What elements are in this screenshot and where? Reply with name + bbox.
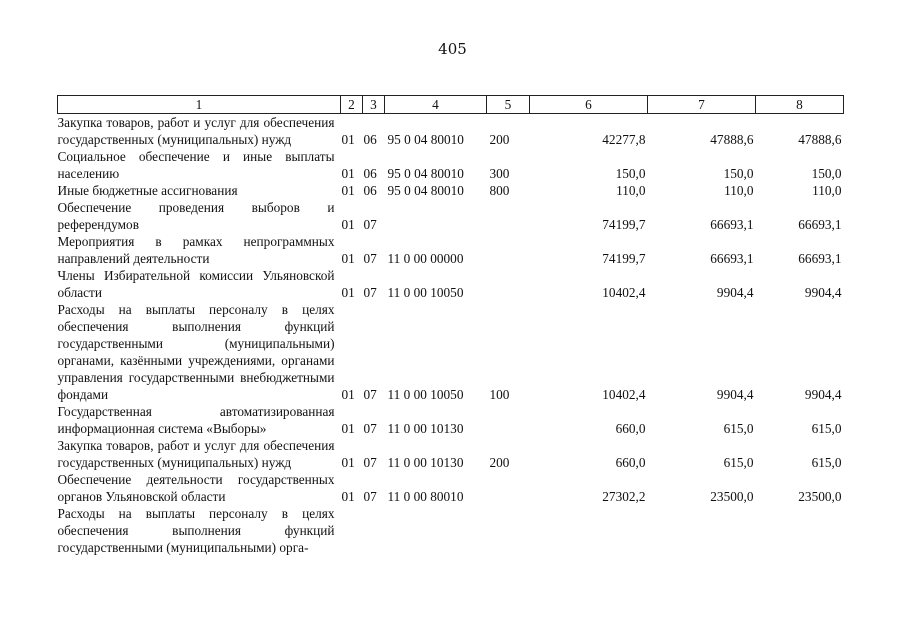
- table-row: [58, 233, 844, 267]
- table-row: [58, 182, 844, 199]
- row-name-cell: Обеспечение деятельности государственных органов Ульяновской области: [57, 472, 335, 504]
- row-expense-type-cell: 100: [489, 387, 510, 402]
- row-value-col6-cell: 42277,8: [602, 132, 646, 147]
- row-name-cell: Расходы на выплаты персоналу в целях обеспечения выполнения функций государственными (муниципальными) органами, казёнными учреждениями, органами управления государственными внебюджетными фондами: [57, 302, 335, 402]
- row-value-col7-cell: 47888,6: [710, 132, 754, 147]
- row-section-cell: 01: [341, 455, 355, 470]
- row-subsection-cell: 07: [363, 251, 377, 266]
- row-subsection-cell: 07: [363, 421, 377, 436]
- row-name-cell: Закупка товаров, работ и услуг для обеспечения государственных (муниципальных) нужд: [57, 438, 335, 470]
- column-header-1: 1: [58, 96, 341, 114]
- row-name-cell: Обеспечение проведения выборов и референдумов: [57, 200, 335, 232]
- column-header-8: 8: [756, 96, 844, 114]
- row-value-col8-cell: 47888,6: [798, 132, 842, 147]
- row-subsection-cell: 06: [363, 183, 377, 198]
- row-name-cell: Члены Избирательной комиссии Ульяновской области: [57, 268, 335, 300]
- table-row: [58, 471, 844, 505]
- row-target-article-cell: 95 0 04 80010: [387, 183, 464, 198]
- row-target-article-cell: [385, 199, 487, 233]
- column-number-row: [58, 96, 844, 114]
- row-value-col7-cell: 150,0: [723, 166, 754, 181]
- row-expense-type-cell: [487, 199, 530, 233]
- row-subsection-cell: 06: [363, 132, 377, 147]
- row-target-article-cell: 11 0 00 10050: [387, 387, 464, 402]
- row-section-cell: 01: [341, 387, 355, 402]
- row-name-cell: Иные бюджетные ассигнования: [57, 183, 238, 198]
- row-value-col8-cell: 615,0: [811, 421, 842, 436]
- row-value-col7-cell: 23500,0: [710, 489, 754, 504]
- row-value-col6-cell: 27302,2: [602, 489, 646, 504]
- row-name-cell: Мероприятия в рамках непрограммных направлений деятельности: [57, 234, 335, 266]
- column-header-5: 5: [487, 96, 530, 114]
- column-header-3: 3: [363, 96, 385, 114]
- row-target-article-cell: 11 0 00 00000: [387, 251, 464, 266]
- row-section-cell: 01: [341, 183, 355, 198]
- row-value-col7-cell: 110,0: [724, 183, 754, 198]
- row-value-col7-cell: 9904,4: [716, 387, 754, 402]
- row-expense-type-cell: 800: [489, 183, 510, 198]
- row-section-cell: 01: [341, 217, 355, 232]
- row-target-article-cell: 11 0 00 80010: [387, 489, 464, 504]
- row-name-cell: Расходы на выплаты персоналу в целях обеспечения выполнения функций государственными (муниципальными) орга-: [57, 506, 335, 555]
- row-expense-type-cell: [487, 471, 530, 505]
- row-subsection-cell: 07: [363, 285, 377, 300]
- row-value-col6-cell: 10402,4: [602, 387, 646, 402]
- row-value-col6-cell: 150,0: [615, 166, 646, 181]
- table-body: [58, 114, 844, 557]
- row-section-cell: [341, 505, 363, 556]
- row-subsection-cell: 07: [363, 217, 377, 232]
- row-value-col7-cell: 66693,1: [710, 217, 754, 232]
- row-expense-type-cell: [487, 403, 530, 437]
- row-value-col6-cell: 110,0: [616, 183, 646, 198]
- row-section-cell: 01: [341, 132, 355, 147]
- row-subsection-cell: 07: [363, 455, 377, 470]
- column-header-4: 4: [385, 96, 487, 114]
- budget-table: [57, 95, 844, 556]
- row-subsection-cell: [363, 505, 385, 556]
- row-target-article-cell: 11 0 00 10050: [387, 285, 464, 300]
- row-target-article-cell: [385, 505, 487, 556]
- row-value-col8-cell: 66693,1: [798, 217, 842, 232]
- row-target-article-cell: 95 0 04 80010: [387, 166, 464, 181]
- row-value-col8-cell: 615,0: [811, 455, 842, 470]
- row-value-col8-cell: [756, 505, 844, 556]
- row-subsection-cell: 06: [363, 166, 377, 181]
- table-row: [58, 267, 844, 301]
- page-number: 405: [438, 40, 467, 58]
- row-value-col8-cell: 110,0: [812, 183, 842, 198]
- row-subsection-cell: 07: [363, 489, 377, 504]
- table-row: [58, 114, 844, 149]
- row-value-col6-cell: 660,0: [615, 421, 646, 436]
- row-section-cell: 01: [341, 285, 355, 300]
- row-expense-type-cell: 300: [489, 166, 510, 181]
- row-section-cell: 01: [341, 489, 355, 504]
- row-target-article-cell: 11 0 00 10130: [387, 421, 464, 436]
- row-value-col6-cell: 660,0: [615, 455, 646, 470]
- row-name-cell: Государственная автоматизированная информационная система «Выборы»: [57, 404, 335, 436]
- column-header-7: 7: [648, 96, 756, 114]
- row-value-col8-cell: 23500,0: [798, 489, 842, 504]
- table-row: [58, 148, 844, 182]
- row-subsection-cell: 07: [363, 387, 377, 402]
- row-value-col8-cell: 150,0: [811, 166, 842, 181]
- row-expense-type-cell: [487, 267, 530, 301]
- row-name-cell: Закупка товаров, работ и услуг для обеспечения государственных (муниципальных) нужд: [57, 115, 335, 147]
- row-section-cell: 01: [341, 421, 355, 436]
- row-target-article-cell: 95 0 04 80010: [387, 132, 464, 147]
- row-value-col8-cell: 9904,4: [804, 387, 842, 402]
- row-value-col8-cell: 9904,4: [804, 285, 842, 300]
- row-value-col7-cell: 66693,1: [710, 251, 754, 266]
- row-expense-type-cell: 200: [489, 132, 510, 147]
- row-section-cell: 01: [341, 166, 355, 181]
- table-row: [58, 403, 844, 437]
- row-value-col7-cell: 9904,4: [716, 285, 754, 300]
- row-value-col6-cell: 74199,7: [602, 217, 646, 232]
- row-expense-type-cell: [487, 505, 530, 556]
- table-row: [58, 301, 844, 403]
- row-expense-type-cell: 200: [489, 455, 510, 470]
- table-row: [58, 199, 844, 233]
- column-header-6: 6: [530, 96, 648, 114]
- table-row: [58, 437, 844, 471]
- row-section-cell: 01: [341, 251, 355, 266]
- row-value-col7-cell: 615,0: [723, 421, 754, 436]
- table-row: [58, 505, 844, 556]
- row-target-article-cell: 11 0 00 10130: [387, 455, 464, 470]
- row-value-col6-cell: 74199,7: [602, 251, 646, 266]
- column-header-2: 2: [341, 96, 363, 114]
- row-value-col8-cell: 66693,1: [798, 251, 842, 266]
- row-value-col6-cell: [530, 505, 648, 556]
- row-name-cell: Социальное обеспечение и иные выплаты населению: [57, 149, 335, 181]
- row-value-col6-cell: 10402,4: [602, 285, 646, 300]
- row-value-col7-cell: 615,0: [723, 455, 754, 470]
- row-value-col7-cell: [648, 505, 756, 556]
- row-expense-type-cell: [487, 233, 530, 267]
